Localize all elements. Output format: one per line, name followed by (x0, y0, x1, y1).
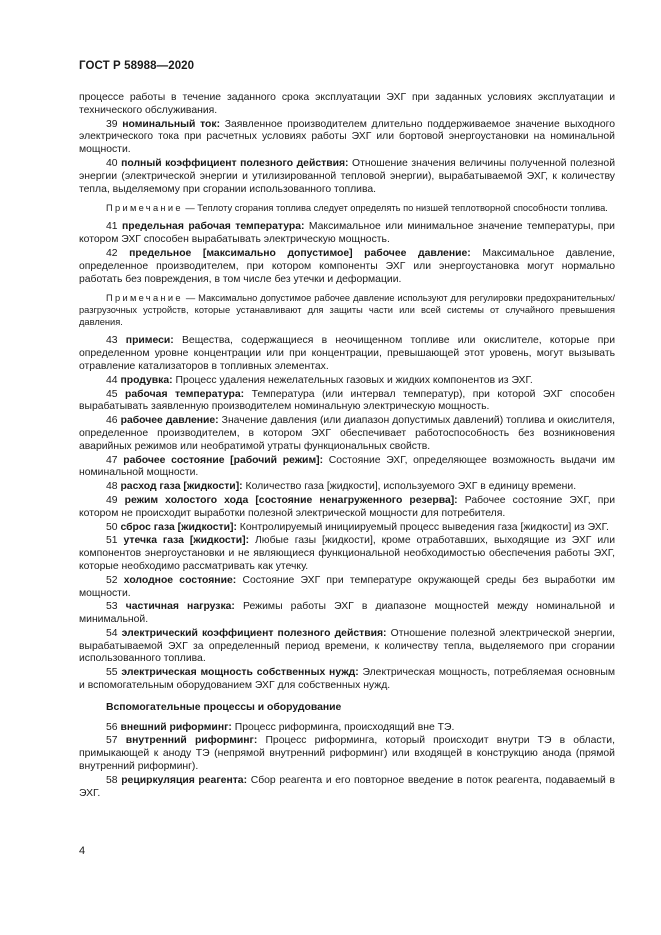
entry-number: 46 (106, 415, 118, 427)
entry-definition: Электрическая мощность, потребляемая основным и вспомогательным оборудованием ЭХГ для собственных нужд. (79, 667, 615, 692)
note-paragraph (79, 202, 615, 214)
entry-number: 54 (106, 627, 118, 639)
entry-definition: Процесс риформинга, который происходит внутри ТЭ в области, примыкающей к аноду ТЭ (непрямой внутренний риформинг) или входящей в конструкцию анода (прямой внутренний риформинг). (79, 735, 615, 773)
entry-term: электрический коэффициент полезного действия: (121, 627, 387, 639)
entry-term: предельное [максимально допустимое] рабочее давление: (129, 247, 471, 259)
entry-definition: Рабочее состояние ЭХГ, при котором не происходит выработки полезной электрической мощности для потребителя. (79, 494, 615, 519)
entry-number: 42 (106, 247, 118, 259)
entry-definition: Процесс удаления нежелательных газовых и жидких компонентов из ЭХГ. (172, 374, 533, 386)
term-entry (79, 248, 615, 286)
entry-term: электрическая мощность собственных нужд: (121, 667, 359, 679)
entry-term: холодное состояние: (123, 574, 237, 586)
entry-definition: Любые газы [жидкости], кроме отработавших, выходящие из ЭХГ или компонентов энергоустановки и не являющиеся функциональной необходимостью обеспечения работы ЭХГ, которые необходимо рассматривать как утечку. (79, 535, 615, 572)
entry-term: полный коэффициент полезного действия: (121, 157, 349, 169)
entry-term: примеси: (125, 335, 174, 347)
note-text: — Теплоту сгорания топлива следует определять по низшей теплотворной способности топлива. (182, 203, 608, 214)
entry-number: 53 (106, 601, 118, 613)
entry-definition: Режимы работы ЭХГ в диапазоне мощностей между номинальной и минимальной. (79, 601, 615, 626)
entry-term: рабочее давление: (120, 415, 219, 427)
term-entry (79, 119, 615, 157)
entry-term: частичная нагрузка: (125, 601, 235, 613)
entry-term: рабочая температура: (125, 388, 245, 400)
document-body (79, 92, 615, 801)
note-text: — Максимально допустимое рабочее давление используют для регулировки предохранительных/разгрузочных устройств, которые устанавливают для защиты части или всей системы от случайного превышения давления. (79, 293, 615, 328)
entry-definition: Вещества, содержащиеся в неочищенном топливе или окислителе, которые при определенном уровне концентрации или при концентрации, превышающей этот уровень, могут вызывать отравление катализаторов в топливных элементах. (79, 335, 615, 372)
entry-term: продувка: (120, 374, 173, 386)
term-entry (79, 375, 615, 388)
term-entry (79, 415, 615, 453)
entry-number: 39 (106, 118, 118, 130)
entry-definition: Температура (или интервал температур), при которой ЭХГ способен вырабатывать заявленную производителем номинальную электрическую мощность. (79, 388, 615, 413)
term-entry (79, 481, 615, 494)
note-paragraph (79, 292, 615, 328)
term-entry (79, 775, 615, 801)
entry-term: предельная рабочая температура: (122, 221, 305, 233)
standard-header: ГОСТ Р 58988—2020 (79, 60, 195, 72)
entry-term: рабочее состояние [рабочий режим]: (123, 454, 324, 466)
section-subheading: Вспомогательные процессы и оборудование (106, 701, 342, 713)
entry-term: рециркуляция реагента: (121, 774, 248, 786)
entry-term: режим холостого хода [состояние ненагруженного резерва]: (124, 494, 458, 506)
entry-term: расход газа [жидкости]: (120, 481, 243, 493)
entry-number: 49 (106, 494, 118, 506)
term-entry (79, 628, 615, 666)
entry-number: 50 (106, 521, 118, 533)
entry-definition: Состояние ЭХГ, определяющее возможность выдачи им номинальной мощности. (79, 454, 615, 479)
term-entry (79, 221, 615, 247)
entry-number: 45 (106, 388, 118, 400)
entry-definition: Сбор реагента и его повторное введение в поток реагента, подаваемый в ЭХГ. (79, 774, 615, 799)
entry-number: 40 (106, 157, 118, 169)
term-entry (79, 535, 615, 573)
entry-definition: Контролируемый инициируемый процесс выведения газа [жидкости] из ЭХГ. (236, 521, 609, 533)
entry-number: 41 (106, 221, 118, 233)
term-entry (79, 667, 615, 693)
entry-term: номинальный ток: (122, 118, 221, 130)
term-entry (79, 389, 615, 415)
entry-term: сброс газа [жидкости]: (120, 521, 237, 533)
term-entry (79, 158, 615, 196)
note-label: Примечание (106, 203, 183, 214)
note-label: Примечание (106, 293, 183, 304)
entry-definition: Отношение полезной электрической энергии, вырабатываемой ЭХГ за определенный период времени, к количеству тепла, выделяемого при сгорании использованного топлива. (79, 627, 616, 665)
entry-definition: Значение давления (или диапазон допустимых давлений) топлива и окислителя, определенное производителем, в котором ЭХГ обеспечивает работоспособность без возникновения аварийных режимов или необратимой утраты функциональных свойств. (79, 415, 615, 452)
entry-number: 51 (106, 535, 118, 547)
entry-definition: Состояние ЭХГ при температуре окружающей среды без выработки им мощности. (79, 574, 616, 599)
term-entry (79, 495, 615, 521)
entry-definition: Отношение значения величины полученной полезной энергии (электрической энергии и утилизированной тепловой энергии), вырабатываемой ЭХГ, к количеству тепла, выделяемому при сгорании использованного топлива. (79, 157, 615, 195)
term-entry (79, 575, 615, 601)
entry-term: внутренний риформинг: (125, 735, 258, 747)
term-entry (79, 455, 615, 481)
entry-term: внешний риформинг: (120, 721, 232, 733)
entry-number: 56 (106, 721, 118, 733)
entry-definition: Максимальное или минимальное значение температуры, при котором ЭХГ способен вырабатывать электрическую мощность. (79, 221, 615, 246)
entry-definition: Максимальное давление, определенное производителем, при котором компоненты ЭХГ или энергоустановка могут нормально работать без повреждения, в том числе без утечки и деформации. (79, 247, 616, 285)
entry-number: 43 (106, 335, 118, 347)
term-entry (79, 722, 615, 735)
continuation-paragraph: процессе работы в течение заданного срока эксплуатации ЭХГ при заданных условиях эксплуатации и технического обслуживания. (79, 92, 615, 116)
term-entry (79, 735, 615, 773)
entry-number: 57 (106, 735, 118, 747)
entry-number: 48 (106, 481, 118, 493)
term-entry (79, 522, 615, 535)
page-number: 4 (79, 845, 86, 857)
entry-number: 52 (106, 574, 118, 586)
entry-number: 58 (106, 774, 118, 786)
entry-definition: Процесс риформинга, происходящий вне ТЭ. (231, 721, 455, 733)
entry-definition: Количество газа [жидкости], используемого ЭХГ в единицу времени. (242, 481, 577, 493)
entry-definition: Заявленное производителем длительно поддерживаемое значение выходного электрического тока при расчетных условиях работы ЭХГ или бортовой энергоустановки на номинальной мощности. (79, 118, 615, 156)
term-entry (79, 335, 615, 373)
entry-number: 55 (106, 667, 118, 679)
entry-term: утечка газа [жидкости]: (123, 535, 250, 547)
entry-number: 44 (106, 374, 118, 386)
term-entry (79, 601, 615, 627)
entry-number: 47 (106, 454, 118, 466)
